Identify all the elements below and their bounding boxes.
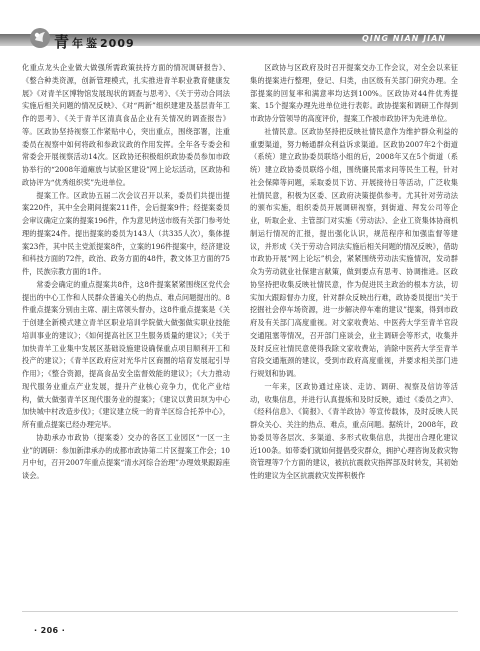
left-paragraph-1: 化重点龙头企业做大做强所需政策扶持方面的情况调研报告》、《整合种类资源，创新管理模式，扎实推进青羊职业教育健康发展》《对青羊区博物馆发展现状的调查与思考》、《关于劳动合同法实施后相关问题的情况反映》、《对“两新”组织建建及基层青年工作的思考》、《关于青羊区清真食品企业有关情况的调查报告》等。区政协坚持视察工作紧贴中心，突出重点，围绕部署，注重委员在视察中如何将政和参政议政的作用发挥。全年各专委会和常委会开展视察活动14次。区政协还积极组织政协委员参加市政协举行的“2008年道瘫放与试验区建设”网上论坛活动，区政协和政协评为“优秀组织奖”先进单位。 — [22, 63, 230, 187]
right-paragraph-3: 一年来，区政协通过座谈、走访、调研、视察及信访等活动，收集信息，并进行认真提炼和及时反映，通过《委员之声》、《经科信息》、《简报》、《青羊政协》等宣传载体，及时反映人民群众关心、关注的热点、难点，重点问题。据统计，2008年，政协委员等各层次、多渠道、多形式收集信息，共提出合理化建议近100条。如带委们就如何提倡受灾群众，拥护心理咨询及救灾物资管理等7个方面的建议，被抗抗震救灾指挥部及时转发，其初始性的建议为全区抗震救灾发挥积极作 — [250, 381, 458, 480]
right-paragraph-1: 区政协与区政府及时召开提案交办工作会议，对全会以来征集的提案进行整理，登记、归类，由区级有关部门研究办理。全部提案的回复率和满意率均达到100%。区政协对44件优秀提案、15个提案办理先进单位进行表彰。政协提案和调研工作得到市政协分管领导的高度评价，提案工作被市政协评为先进单位。 — [250, 63, 458, 123]
yearbook-logo-icon — [28, 26, 52, 50]
left-paragraph-2: 提案工作。区政协五届二次会议召开以来，委员们共提出提案220件，其中全会期间提案211件，会后提案9件；经提案委员会审议确定立案的提案196件，作为意见转送市级有关部门参考处理的提案24件。提出提案的委员为143人（共335人次），集体提案23件，其中民主党派提案8件，立案的196件提案中，经济建设和科技方面的72件，政治、政务方面的48件，教文体卫方面的75件，民族宗教方面的1件。 — [22, 190, 230, 276]
yearbook-title — [54, 31, 135, 52]
left-paragraph-3: 常委会确定的重点提案共8件，这8件提案紧紧围绕区党代会提出的中心工作和人民群众普遍关心的热点、难点问题提出的。8件重点提案分别由主席、副主席领头督办，这8件重点提案是《关于创建全新模式建立青羊区职业培训学院做大做强做实职业技能培训事业的建议》；《如何提高社区卫生服务质量的建议》；《关于加快青羊工业集中发展区基础设施建设确保重点项目顺利开工和投产的建议》；《青羊区政府应对光华片区商圈的培育发展起引导作用》；《整合资源，提高食品安全监督效能的建议》；《大力推动现代服务业重点产业发展，提升产业核心竞争力，优化产业结构，做大做强青羊区现代服务业的提案》；《建议以黄田坝为中心加快城中村改造步伐》；《建议建立统一的青羊区综合托养中心》，所有重点提案已经办理完毕。 — [22, 279, 230, 429]
right-paragraph-2: 社情民意。区政协坚持把反映社情民意作为维护群众利益的重要渠道，努力畅通群众利益诉求渠道。区政协2007年2个街道（系统）建立政协委员联络小组的后，2008年又在5个街道（系统）建立政协委员联络小组，围绕廉民需求问等民生工程，针对社会保障等问题，采取委员下访、开展接待日等活动，广泛收集社情民意，积极为区委、区政府决策提供参考。尤其针对劳动法的颁布实施，组织委员开展调研视察，到街道、拜发公司等企业，听取企业、主管部门对实施《劳动法》、企业工资集体协商机制运行情况的汇报，提出强化认识，规范程序和加强监督等建议，并形成《关于劳动合同法实施后相关问题的情况反映》，借助市政协开展“网上论坛”机会，紧紧围绕劳动法实施情况，发动群众为劳动就业社保建言献策，做到要点有思考、协调推进。区政协坚持把收集反映社情民意，作为促进民主政治的根本方法，切实加大跟踪督办力度，针对群众反映出行难，政协委员提出“关于挖掘社会停车场资源，进一步解决停车难的建议”提案，得到市政府及有关部门高度重视。对文家收费站、中医药大学至青羊官段交通阻塞等情况，召开部门座谈会，业主调研会等形式，收集并及时反应社情民意使得我除文家收费站，消除中医药大学至青羊官段交通瓶颈的建议，受到市政府高度重视，并要求相关部门进行规划和协调。 — [250, 126, 458, 378]
left-column — [22, 62, 230, 582]
page-footer — [0, 605, 480, 651]
left-paragraph-4: 协助承办市政协（提案委）交办的各区工业园区“一区一主业”的调研：参加新津承办的成都市政协第二片区提案工作会；10月中旬，召开2007年重点提案“清水河综合治理”办理效果跟踪座谈会。 — [22, 432, 230, 480]
title-year: 2009 — [100, 37, 135, 50]
header-romanization: QING NIAN JIAN — [361, 34, 446, 43]
title-mid: 年 — [72, 37, 85, 50]
article-body — [22, 62, 458, 582]
page-number: · 206 · — [34, 626, 66, 635]
page-header — [0, 0, 480, 58]
title-small: 鉴 — [86, 37, 99, 50]
footer-divider — [22, 611, 458, 612]
right-column — [250, 62, 458, 582]
title-main: 青 — [54, 33, 71, 51]
